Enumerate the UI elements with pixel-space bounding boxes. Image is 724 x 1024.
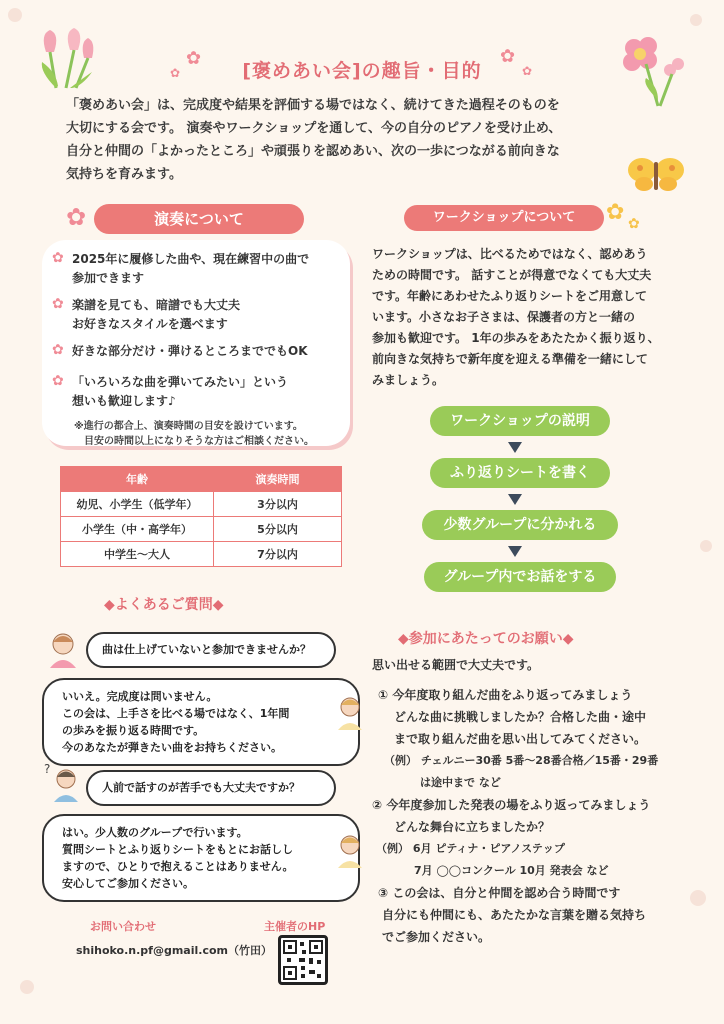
workshop-line: 前向きな気持ちで新年度を迎える準備を一緒にして	[372, 352, 648, 366]
request-line: ② 今年度参加した発表の場をふり返ってみましょう	[372, 798, 651, 812]
faq-question: 人前で話すのが苦手でも大丈夫ですか？	[86, 770, 336, 806]
request-line: まで取り組んだ曲を思い出してみてください。	[394, 732, 647, 746]
flower-bullet-icon: ✿	[52, 373, 64, 389]
answer-line: ますので、ひとりで抱えることはありません。	[62, 860, 294, 873]
requests-heading: ◆参加にあたってのお願い◆	[398, 631, 574, 647]
flower-bullet-icon: ✿	[52, 342, 64, 358]
intro-line: 大切にする会です。 演奏やワークショップを通して、今の自分のピアノを受け止め、	[66, 121, 562, 136]
flower-icon: ✿	[186, 48, 202, 69]
request-line: 7月 ◯◯コンクール 10月 発表会 など	[414, 864, 609, 877]
request-line: は途中まで など	[420, 776, 501, 789]
hp-label: 主催者のHP	[264, 920, 326, 933]
performance-item: 2025年に履修した曲や、現在練習中の曲で	[72, 252, 310, 266]
faq-heading: ◆よくあるご質問◆	[104, 597, 224, 613]
workshop-step: 少数グループに分かれる	[422, 510, 618, 540]
intro-paragraph	[66, 94, 666, 186]
decor-dot	[20, 980, 34, 994]
intro-line: 自分と仲間の「よかったところ」や頑張りを認めあい、次の一歩につながる前向きな	[66, 144, 560, 159]
decor-dot	[690, 14, 702, 26]
qr-code-icon	[281, 938, 325, 982]
flower-icon: ✿	[522, 64, 533, 78]
flower-icon: ✿	[500, 46, 516, 67]
performance-item: 参加できます	[72, 271, 145, 285]
intro-line: 「褒めあい会」は、完成度や結果を評価する場ではなく、続けてきた過程そのものを	[66, 98, 560, 113]
flower-bullet-icon: ✿	[52, 296, 64, 312]
table-cell: 中学生〜大人	[61, 542, 214, 567]
request-line: ③ この会は、自分と仲間を認め合う時間です	[378, 886, 621, 900]
performance-list	[52, 250, 342, 449]
teacher-icon	[334, 694, 366, 730]
request-line: でご参加ください。	[382, 930, 491, 944]
table-cell: 幼児、小学生（低学年）	[61, 492, 214, 517]
performance-heading: 演奏について	[94, 204, 304, 234]
answer-line: はい。少人数のグループで行います。	[62, 826, 248, 839]
table-cell: 小学生（中・高学年）	[61, 517, 214, 542]
faq-answer	[42, 678, 360, 766]
performance-item: お好きなスタイルを選べます	[72, 317, 228, 331]
arrow-down-icon	[508, 546, 522, 557]
flower-icon: ✿	[606, 200, 625, 225]
flower-icon: ✿	[66, 203, 87, 231]
contact-label: お問い合わせ	[90, 920, 156, 933]
flower-icon: ✿	[628, 216, 640, 232]
request-line: ① 今年度取り組んだ曲をふり返ってみましょう	[378, 688, 633, 702]
performance-item: 楽譜を見ても、暗譜でも大丈夫	[72, 298, 241, 312]
performance-item: 好きな部分だけ・弾けるところまででもOK	[72, 344, 308, 358]
performance-time-table	[60, 466, 342, 567]
answer-line: 今のあなたが弾きたい曲をお持ちください。	[62, 741, 282, 754]
request-line: どんな曲に挑戦しましたか？合格した曲・途中	[394, 710, 647, 724]
flower-bullet-icon: ✿	[52, 250, 64, 266]
page-title: [褒めあい会]の趣旨・目的	[242, 60, 482, 82]
answer-line: いいえ。完成度は問いません。	[62, 690, 218, 703]
workshop-text	[372, 244, 702, 391]
person-icon	[50, 766, 82, 802]
workshop-heading: ワークショップについて	[404, 205, 604, 231]
arrow-down-icon	[508, 494, 522, 505]
decor-dot	[8, 8, 22, 22]
table-cell: 5分以内	[214, 517, 342, 542]
question-mark-icon: ?	[44, 762, 51, 776]
workshop-line: います。小さなお子さまは、保護者の方と一緒の	[372, 310, 636, 324]
answer-line: この会は、上手さを比べる場ではなく、1年間	[62, 707, 290, 720]
decor-dot	[700, 540, 712, 552]
teacher-icon	[334, 832, 366, 868]
workshop-step: グループ内でお話をする	[424, 562, 616, 592]
workshop-line: ワークショップは、比べるためではなく、認めあう	[372, 247, 648, 261]
answer-line: 安心してご参加ください。	[62, 877, 194, 890]
answer-line: の歩みを振り返る時間です。	[62, 724, 205, 737]
faq-question: 曲は仕上げていないと参加できませんか？	[86, 632, 336, 668]
arrow-down-icon	[508, 442, 522, 453]
table-header-cell: 年齢	[61, 467, 214, 492]
answer-line: 質問シートとふり返りシートをもとにお話しし	[62, 843, 293, 856]
performance-note	[52, 419, 342, 449]
qr-code[interactable]	[278, 935, 328, 985]
contact-email[interactable]: shihoko.n.pf@gmail.com（竹田）	[76, 944, 272, 957]
performance-item: 「いろいろな曲を弾いてみたい」という	[72, 375, 289, 389]
requests-list	[372, 654, 712, 948]
request-line: どんな舞台に立ちましたか？	[394, 820, 551, 834]
faq-answer	[42, 814, 360, 902]
workshop-line: 参加も歓迎です。 1年の歩みをあたたかく振り返り、	[372, 331, 660, 345]
performance-item: 想いも歓迎します♪	[72, 394, 176, 408]
table-cell: 3分以内	[214, 492, 342, 517]
intro-line: 気持ちを育みます。	[66, 167, 182, 182]
workshop-step: ふり返りシートを書く	[430, 458, 610, 488]
workshop-line: です。年齢にあわせたふり返りシートをご用意して	[372, 289, 648, 303]
workshop-line: ための時間です。 話すことが得意でなくても大丈夫	[372, 268, 652, 282]
request-line: 思い出せる範囲で大丈夫です。	[372, 658, 540, 672]
table-header-cell: 演奏時間	[214, 467, 342, 492]
request-line: （例） 6月 ピティナ・ピアノステップ	[376, 842, 565, 855]
flower-icon: ✿	[170, 66, 181, 80]
request-line: 自分にも仲間にも、あたたかな言葉を贈る気持ち	[382, 908, 647, 922]
workshop-line: みましょう。	[372, 373, 445, 387]
note-line: 目安の時間以上になりそうな方はご相談ください。	[84, 436, 314, 447]
workshop-step: ワークショップの説明	[430, 406, 610, 436]
person-icon	[46, 630, 80, 668]
request-line: （例） チェルニー30番 5番〜28番合格／15番・29番	[384, 754, 659, 767]
note-line: ※進行の都合上、演奏時間の目安を設けています。	[74, 421, 303, 432]
table-cell: 7分以内	[214, 542, 342, 567]
